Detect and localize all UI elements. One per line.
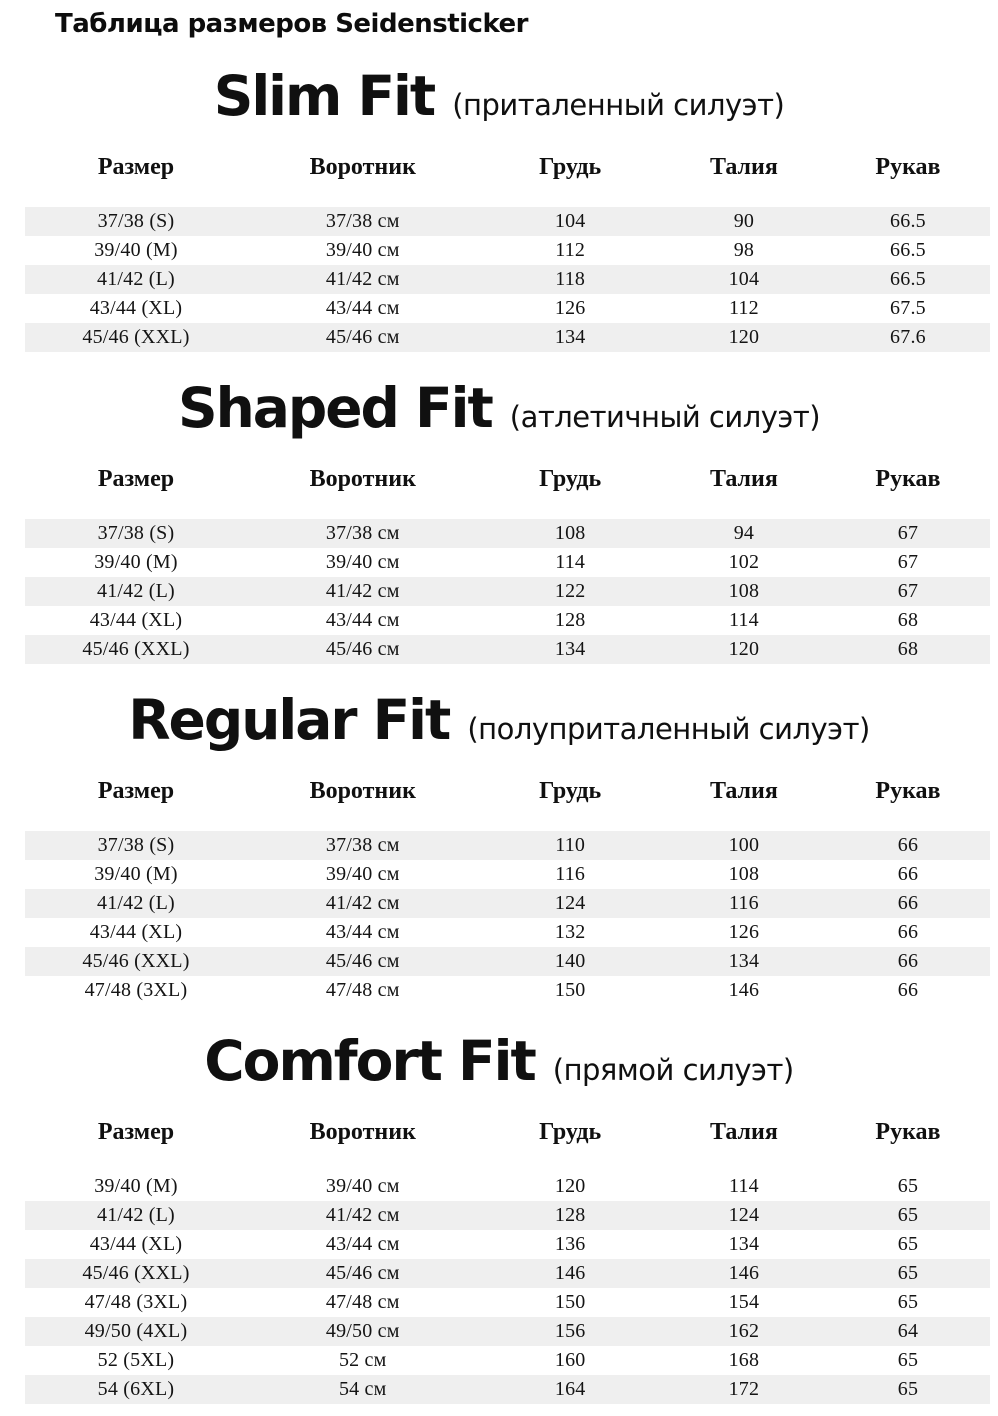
table-cell: 65 — [897, 1349, 919, 1371]
table-cell: 136 — [554, 1233, 586, 1255]
size-chart-page — [0, 8, 998, 1416]
table-cell: 134 — [728, 1233, 760, 1255]
table-cell: 45/46 (XXL) — [82, 950, 190, 972]
fit-section — [0, 376, 998, 664]
table-cell: 116 — [555, 863, 586, 885]
table-row — [25, 1230, 990, 1259]
table-cell: 108 — [554, 522, 586, 544]
column-header: Грудь — [539, 154, 602, 180]
column-header: Размер — [97, 1119, 175, 1145]
table-cell: 41/42 (L) — [97, 892, 175, 914]
table-cell: 67 — [897, 551, 919, 573]
fit-subtitle-label: (приталенный силуэт) — [452, 88, 785, 122]
table-row — [25, 519, 990, 548]
table-cell: 66 — [897, 979, 919, 1001]
table-cell: 39/40 см — [325, 1175, 400, 1197]
table-cell: 108 — [728, 580, 760, 602]
table-row — [25, 577, 990, 606]
table-cell: 43/44 (XL) — [89, 609, 183, 631]
table-cell: 39/40 (M) — [94, 239, 178, 261]
table-header-row — [25, 1105, 990, 1172]
table-cell: 39/40 (M) — [94, 863, 178, 885]
table-cell: 39/40 см — [325, 239, 400, 261]
table-row — [25, 860, 990, 889]
size-table — [25, 1105, 990, 1404]
table-row — [25, 976, 990, 1005]
table-cell: 65 — [897, 1291, 919, 1313]
table-cell: 49/50 см — [325, 1320, 400, 1342]
column-header: Рукав — [875, 778, 941, 804]
table-cell: 134 — [554, 326, 586, 348]
page-title: Таблица размеров Seidensticker — [55, 9, 528, 39]
fit-name-label: Comfort Fit — [204, 1029, 535, 1093]
table-cell: 66.5 — [890, 268, 926, 290]
table-cell: 65 — [897, 1175, 919, 1197]
table-row — [25, 889, 990, 918]
table-cell: 112 — [728, 297, 759, 319]
table-cell: 43/44 см — [325, 921, 400, 943]
column-header: Рукав — [875, 1119, 941, 1145]
table-row — [25, 1172, 990, 1201]
table-cell: 134 — [728, 950, 760, 972]
table-cell: 126 — [554, 297, 586, 319]
column-header: Грудь — [539, 466, 602, 492]
fit-name-label: Shaped Fit — [177, 376, 492, 440]
table-cell: 154 — [728, 1291, 760, 1313]
table-cell: 43/44 см — [325, 297, 400, 319]
table-cell: 39/40 (M) — [94, 551, 178, 573]
table-cell: 112 — [555, 239, 586, 261]
table-cell: 41/42 см — [325, 580, 400, 602]
table-cell: 39/40 см — [325, 551, 400, 573]
table-cell: 126 — [728, 921, 760, 943]
table-cell: 122 — [554, 580, 586, 602]
table-row — [25, 1375, 990, 1404]
column-header: Воротник — [309, 778, 416, 804]
table-cell: 94 — [733, 522, 755, 544]
fit-section — [0, 64, 998, 352]
table-cell: 66.5 — [890, 239, 926, 261]
fit-name-label: Slim Fit — [213, 64, 435, 128]
table-cell: 39/40 (M) — [94, 1175, 178, 1197]
table-cell: 41/42 (L) — [97, 1204, 175, 1226]
table-cell: 66 — [897, 892, 919, 914]
table-header-row — [25, 140, 990, 207]
size-table — [25, 764, 990, 1005]
table-cell: 128 — [554, 1204, 586, 1226]
table-cell: 168 — [728, 1349, 760, 1371]
table-body — [25, 831, 990, 1005]
table-header-row — [25, 452, 990, 519]
table-cell: 146 — [728, 979, 760, 1001]
table-cell: 43/44 см — [325, 1233, 400, 1255]
section-heading — [0, 64, 998, 140]
table-cell: 45/46 (XXL) — [82, 638, 190, 660]
table-cell: 120 — [728, 638, 760, 660]
table-cell: 45/46 см — [325, 326, 400, 348]
column-header: Воротник — [309, 466, 416, 492]
table-cell: 114 — [728, 1175, 759, 1197]
column-header: Воротник — [309, 1119, 416, 1145]
sections-container — [0, 64, 998, 1404]
table-cell: 68 — [897, 609, 919, 631]
table-row — [25, 323, 990, 352]
table-cell: 52 (5XL) — [97, 1349, 175, 1371]
section-heading — [0, 688, 998, 764]
table-cell: 41/42 см — [325, 268, 400, 290]
fit-subtitle-label: (прямой силуэт) — [552, 1053, 794, 1087]
table-row — [25, 1288, 990, 1317]
table-cell: 114 — [555, 551, 586, 573]
table-cell: 66 — [897, 950, 919, 972]
fit-subtitle-label: (атлетичный силуэт) — [509, 400, 821, 434]
table-body — [25, 1172, 990, 1404]
size-table — [25, 452, 990, 664]
table-cell: 124 — [554, 892, 586, 914]
table-cell: 146 — [554, 1262, 586, 1284]
table-cell: 37/38 см — [325, 522, 400, 544]
table-cell: 156 — [554, 1320, 586, 1342]
table-cell: 160 — [554, 1349, 586, 1371]
table-cell: 41/42 (L) — [97, 268, 175, 290]
table-cell: 65 — [897, 1204, 919, 1226]
column-header: Талия — [709, 778, 778, 804]
table-cell: 114 — [728, 609, 759, 631]
column-header: Размер — [97, 466, 175, 492]
table-cell: 140 — [554, 950, 586, 972]
table-row — [25, 947, 990, 976]
table-cell: 37/38 (S) — [97, 834, 175, 856]
table-cell: 66.5 — [890, 210, 926, 232]
table-cell: 49/50 (4XL) — [84, 1320, 188, 1342]
table-cell: 108 — [728, 863, 760, 885]
table-cell: 45/46 (XXL) — [82, 326, 190, 348]
column-header: Размер — [97, 778, 175, 804]
table-cell: 67 — [897, 580, 919, 602]
table-row — [25, 548, 990, 577]
table-cell: 37/38 (S) — [97, 210, 175, 232]
table-cell: 110 — [555, 834, 586, 856]
table-cell: 65 — [897, 1378, 919, 1400]
table-cell: 68 — [897, 638, 919, 660]
table-header-row — [25, 764, 990, 831]
table-cell: 104 — [554, 210, 586, 232]
table-row — [25, 265, 990, 294]
table-cell: 47/48 см — [325, 1291, 400, 1313]
section-heading — [0, 1029, 998, 1105]
table-cell: 90 — [733, 210, 755, 232]
table-row — [25, 294, 990, 323]
table-cell: 66 — [897, 921, 919, 943]
table-cell: 100 — [728, 834, 760, 856]
table-cell: 45/46 см — [325, 950, 400, 972]
table-cell: 67.5 — [890, 297, 926, 319]
table-cell: 45/46 см — [325, 1262, 400, 1284]
table-cell: 45/46 (XXL) — [82, 1262, 190, 1284]
table-cell: 132 — [554, 921, 586, 943]
table-row — [25, 606, 990, 635]
column-header: Рукав — [875, 154, 941, 180]
table-cell: 150 — [554, 979, 586, 1001]
table-cell: 65 — [897, 1262, 919, 1284]
table-cell: 43/44 (XL) — [89, 921, 183, 943]
table-cell: 43/44 см — [325, 609, 400, 631]
table-body — [25, 519, 990, 664]
table-row — [25, 1346, 990, 1375]
table-cell: 41/42 см — [325, 892, 400, 914]
table-cell: 172 — [728, 1378, 760, 1400]
table-cell: 150 — [554, 1291, 586, 1313]
table-cell: 65 — [897, 1233, 919, 1255]
table-row — [25, 831, 990, 860]
table-cell: 47/48 (3XL) — [84, 1291, 188, 1313]
column-header: Талия — [709, 154, 778, 180]
table-cell: 120 — [554, 1175, 586, 1197]
table-cell: 162 — [728, 1320, 760, 1342]
table-cell: 134 — [554, 638, 586, 660]
table-row — [25, 1259, 990, 1288]
table-cell: 66 — [897, 834, 919, 856]
table-cell: 37/38 см — [325, 834, 400, 856]
table-cell: 41/42 см — [325, 1204, 400, 1226]
table-cell: 120 — [728, 326, 760, 348]
table-cell: 118 — [555, 268, 586, 290]
table-body — [25, 207, 990, 352]
table-cell: 104 — [728, 268, 760, 290]
table-cell: 43/44 (XL) — [89, 297, 183, 319]
table-cell: 54 (6XL) — [97, 1378, 175, 1400]
column-header: Грудь — [539, 1119, 602, 1145]
table-cell: 66 — [897, 863, 919, 885]
fit-section — [0, 1029, 998, 1404]
table-cell: 37/38 см — [325, 210, 400, 232]
table-cell: 67.6 — [890, 326, 926, 348]
table-row — [25, 1201, 990, 1230]
column-header: Талия — [709, 466, 778, 492]
section-heading — [0, 376, 998, 452]
table-cell: 45/46 см — [325, 638, 400, 660]
table-cell: 67 — [897, 522, 919, 544]
table-cell: 37/38 (S) — [97, 522, 175, 544]
table-cell: 124 — [728, 1204, 760, 1226]
table-cell: 54 см — [338, 1378, 387, 1400]
table-cell: 39/40 см — [325, 863, 400, 885]
fit-section — [0, 688, 998, 1005]
size-table — [25, 140, 990, 352]
column-header: Размер — [97, 154, 175, 180]
fit-name-label: Regular Fit — [128, 688, 450, 752]
table-row — [25, 236, 990, 265]
column-header: Талия — [709, 1119, 778, 1145]
table-cell: 98 — [733, 239, 755, 261]
table-cell: 164 — [554, 1378, 586, 1400]
column-header: Воротник — [309, 154, 416, 180]
table-cell: 128 — [554, 609, 586, 631]
table-row — [25, 918, 990, 947]
table-row — [25, 635, 990, 664]
table-cell: 64 — [897, 1320, 919, 1342]
table-cell: 41/42 (L) — [97, 580, 175, 602]
table-cell: 52 см — [338, 1349, 387, 1371]
column-header: Грудь — [539, 778, 602, 804]
table-cell: 47/48 см — [325, 979, 400, 1001]
table-cell: 116 — [728, 892, 759, 914]
table-row — [25, 207, 990, 236]
table-cell: 146 — [728, 1262, 760, 1284]
table-cell: 47/48 (3XL) — [84, 979, 188, 1001]
fit-subtitle-label: (полуприталенный силуэт) — [467, 712, 870, 746]
table-cell: 102 — [728, 551, 760, 573]
table-row — [25, 1317, 990, 1346]
table-cell: 43/44 (XL) — [89, 1233, 183, 1255]
column-header: Рукав — [875, 466, 941, 492]
